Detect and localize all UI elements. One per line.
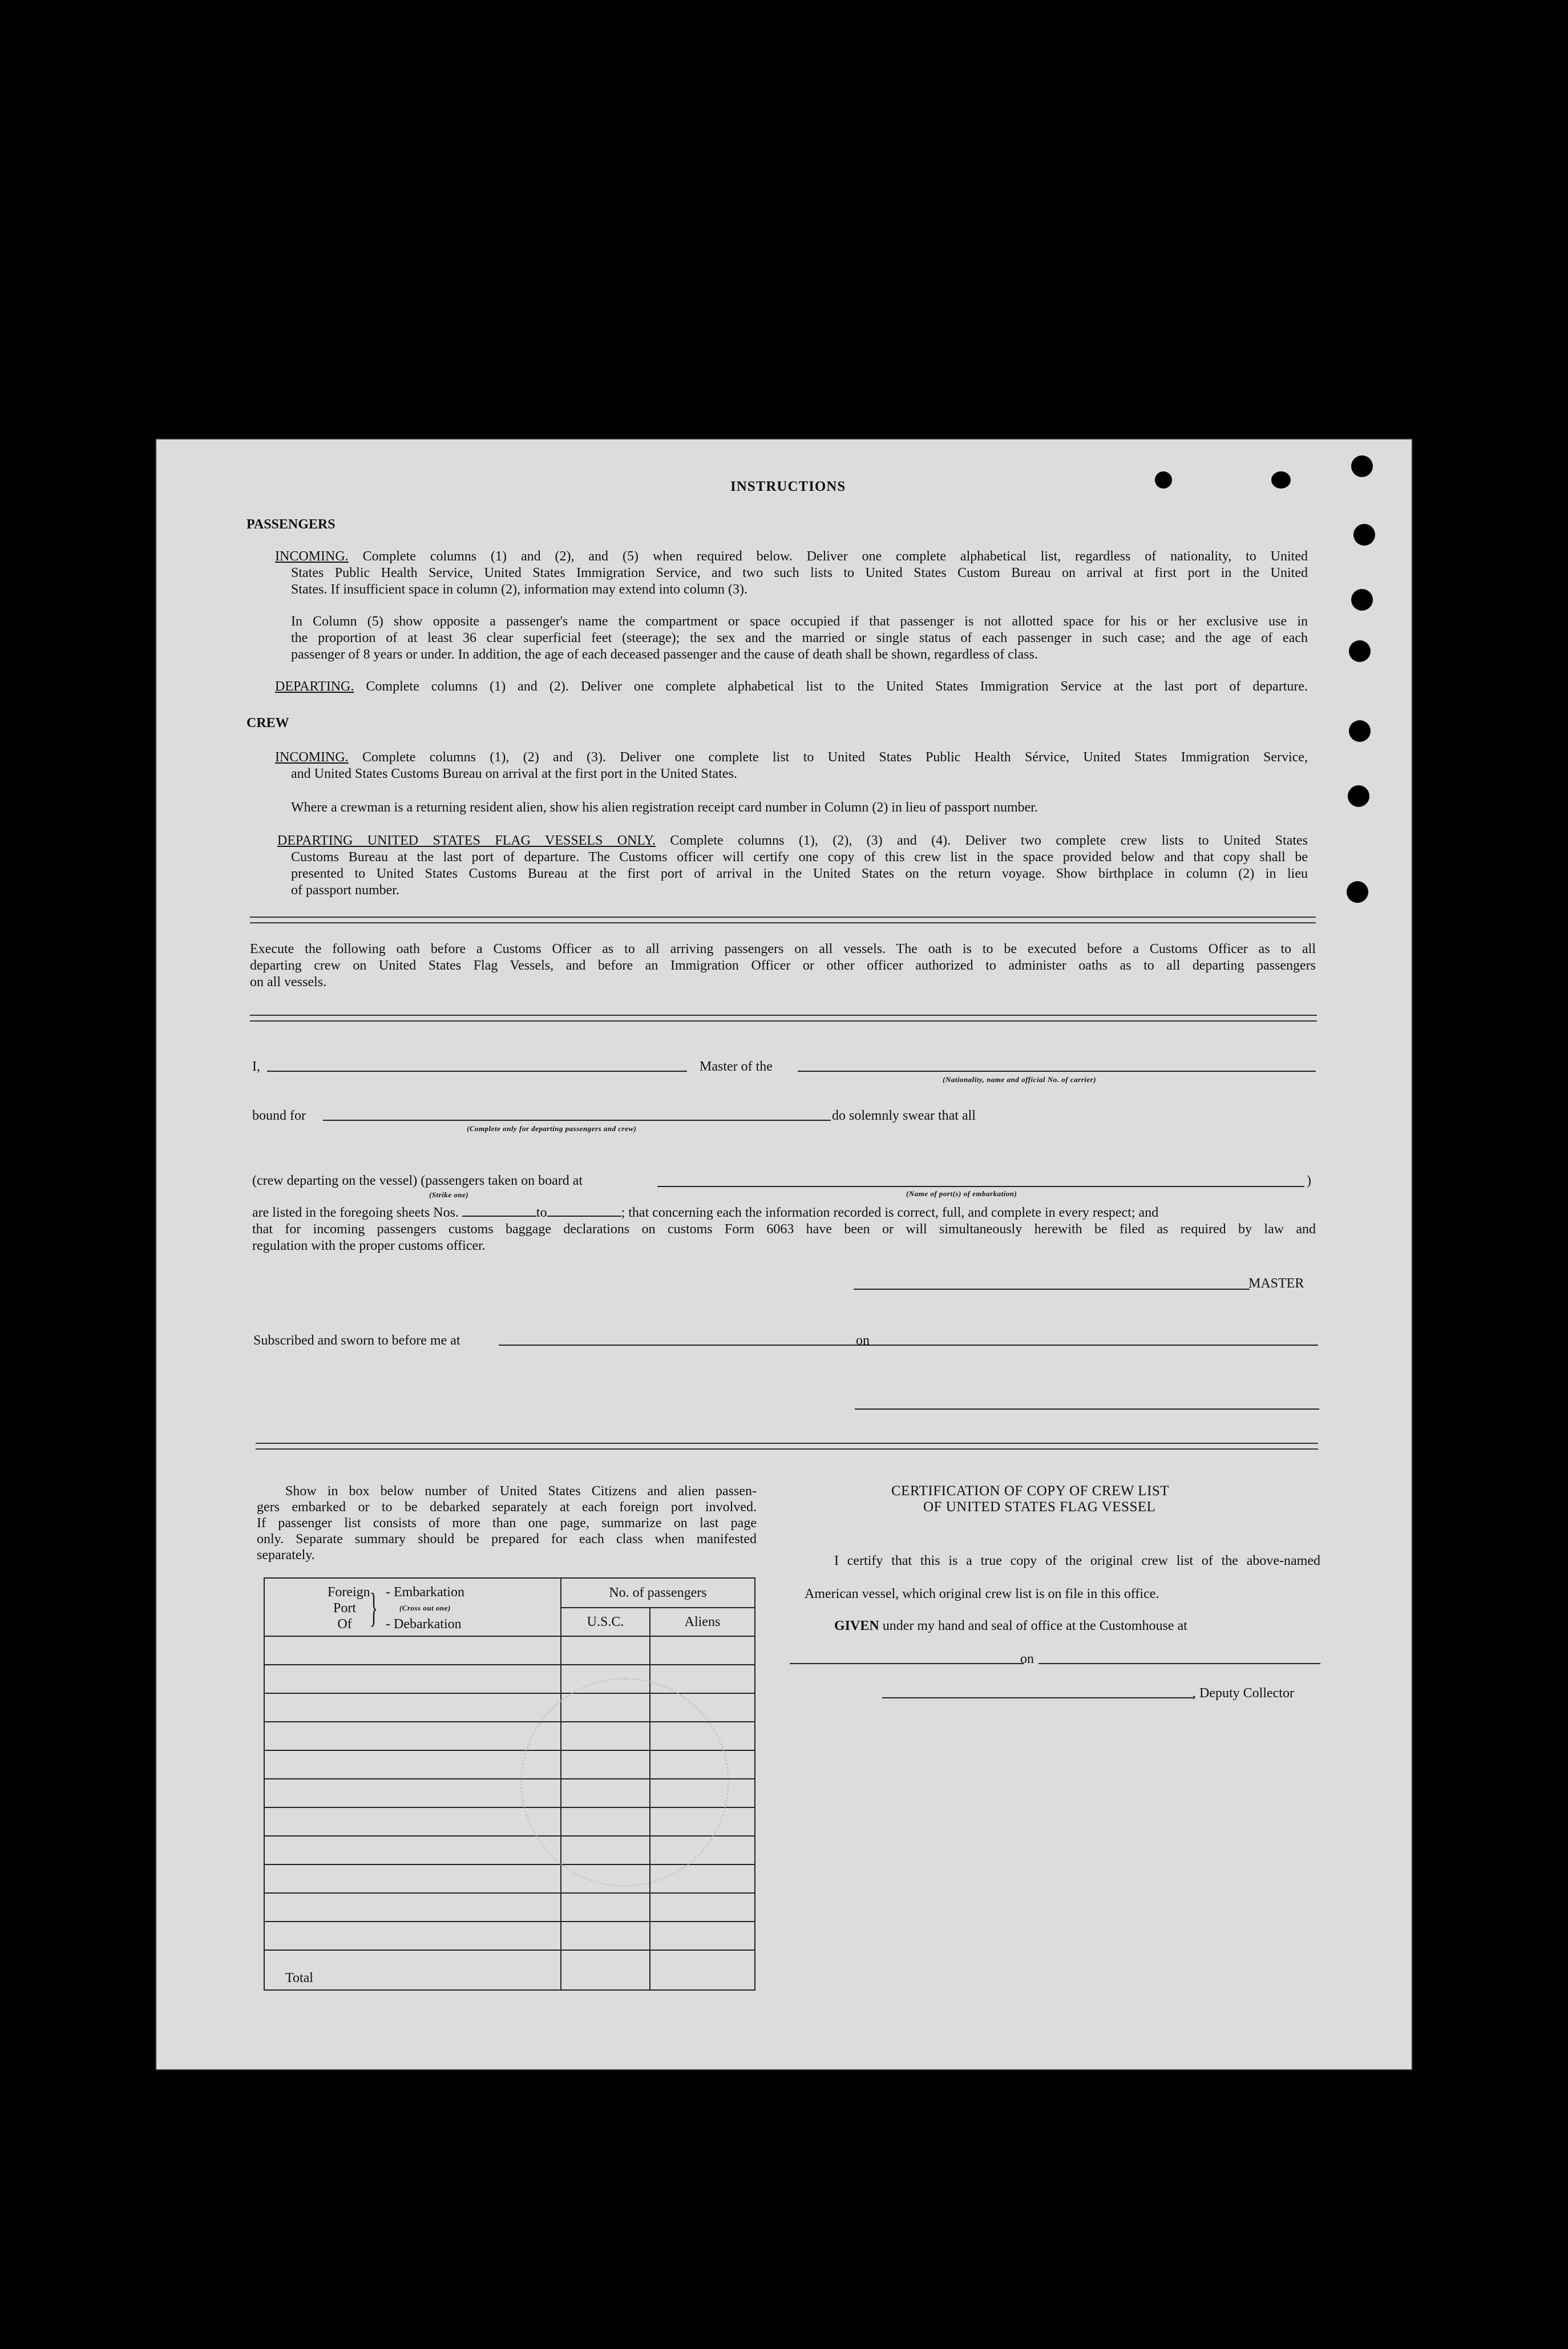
separator-2 (250, 1015, 1317, 1022)
passengers-departing-label: DEPARTING. (275, 679, 354, 694)
listed-text-a: are listed in the foregoing sheets Nos. (252, 1205, 459, 1220)
summary-intro-line4: only. Separate summary should be prepared for each class when manifested (257, 1532, 757, 1547)
summary-intro-line5: separately. (257, 1548, 315, 1563)
punch-hole-3 (1351, 589, 1373, 611)
summary-intro-line3: If passenger list consists of more than one page, summarize on last page (257, 1516, 757, 1531)
crew-departing-text: Complete columns (1), (2), (3) and (4). Deliver two complete crew lists to United States (670, 833, 1308, 848)
oath-on: on (856, 1333, 870, 1348)
separator-1 (250, 917, 1316, 923)
passengers-heading: PASSENGERS (246, 517, 336, 532)
passengers-col5-line2: the proportion of at least 36 clear superficial feet (steerage); the sex and the married or single status of each passenger in such case; and the age of each (291, 631, 1308, 645)
carrier-line[interactable] (798, 1071, 1316, 1072)
port-cell[interactable] (264, 1693, 561, 1722)
cross-out-caption: (Cross out one) (399, 1604, 451, 1612)
master-signature-line[interactable] (854, 1289, 1250, 1290)
to-label: to (536, 1205, 547, 1220)
punch-hole-8 (1155, 471, 1172, 489)
oath-intro-line1: Execute the following oath before a Customs Officer as to all arriving passengers on all vessels. The oath is to be executed before a Customs Officer as to all (250, 942, 1316, 956)
aliens-cell[interactable] (650, 1893, 755, 1922)
usc-cell[interactable] (561, 1636, 650, 1665)
embarkation-label: - Embarkation (386, 1585, 464, 1600)
crew-incoming-text: Complete columns (1), (2) and (3). Deliver one complete list to United States Public Health Sérvice, United States Immigration Service, (362, 750, 1308, 765)
passengers-incoming-text: Complete columns (1) and (2), and (5) when required below. Deliver one complete alphabetical list, regardless of nationality, to United (362, 549, 1308, 564)
table-row (264, 1922, 755, 1950)
port-cell[interactable] (264, 1722, 561, 1750)
oath-listed-line1 (252, 1204, 1158, 1221)
passengers-incoming-line1 (275, 548, 1308, 565)
form-page (155, 438, 1413, 2070)
aliens-cell[interactable] (650, 1636, 755, 1665)
total-label: Total (264, 1950, 561, 1990)
total-row (264, 1950, 755, 1990)
certification-given-line (834, 1617, 1187, 1634)
page-title: INSTRUCTIONS (730, 479, 846, 494)
table-row (264, 1893, 755, 1922)
table-row (264, 1636, 755, 1665)
punch-hole-6 (1348, 785, 1369, 807)
summary-intro-line2: gers embarked or to be debarked separately at each foreign port involved. (257, 1500, 757, 1515)
embarkation-line[interactable] (657, 1186, 1304, 1187)
ports-caption: (Name of port(s) of embarkation) (906, 1189, 1017, 1198)
oath-master-of: Master of the (700, 1059, 773, 1074)
oath-swear: do solemnly swear that all (832, 1108, 976, 1123)
passengers-incoming-label: INCOMING. (275, 549, 349, 564)
port-cell[interactable] (264, 1779, 561, 1807)
usc-cell[interactable] (561, 1922, 650, 1950)
table-row (264, 1665, 755, 1693)
passengers-departing-text: Complete columns (1) and (2). Deliver one complete alphabetical list to the United States Immigration Service at the last port of departure. (366, 679, 1308, 694)
certification-title-line1: CERTIFICATION OF COPY OF CREW LIST (891, 1483, 1170, 1499)
oath-bound-for: bound for (252, 1108, 306, 1123)
usc-header: U.S.C. (561, 1608, 650, 1636)
separator-3 (256, 1443, 1318, 1450)
certification-on: on (1020, 1652, 1034, 1666)
departing-caption: (Complete only for departing passengers and crew) (467, 1124, 637, 1133)
aliens-cell[interactable] (650, 1922, 755, 1950)
port-cell[interactable] (264, 1750, 561, 1779)
foreign-label: Foreign (328, 1585, 370, 1600)
oath-intro-line2: departing crew on United States Flag Vessels, and before an Immigration Officer or other officer authorized to administer oaths as to all departing passengers (250, 958, 1316, 973)
crew-incoming-line2: and United States Customs Bureau on arrival at the first port in the United States. (291, 766, 737, 781)
crew-departing-line3: presented to United States Customs Bureau at the first port of arrival in the United States on the return voyage. Show birthplace in column (2) in lieu (291, 866, 1308, 881)
debarkation-label: - Debarkation (386, 1617, 462, 1632)
of-label: Of (337, 1617, 352, 1632)
punch-hole-4 (1349, 640, 1371, 662)
sheets-from-line[interactable] (462, 1204, 536, 1217)
port-cell[interactable] (264, 1893, 561, 1922)
punch-hole-2 (1353, 524, 1375, 546)
crew-resident-text: Where a crewman is a returning resident alien, show his alien registration receipt card number in Column (2) in lieu of passport number. (291, 800, 1038, 815)
aliens-header: Aliens (650, 1608, 755, 1636)
oath-close-paren: ) (1307, 1173, 1311, 1188)
passengers-departing (275, 678, 1308, 695)
crew-incoming-line1 (275, 749, 1308, 766)
oath-crew-departing: (crew departing on the vessel) (passengers taken on board at (252, 1173, 583, 1188)
sheets-to-line[interactable] (547, 1204, 621, 1217)
port-cell[interactable] (264, 1836, 561, 1864)
certification-date-line[interactable] (1038, 1663, 1320, 1664)
oath-listed-line3: regulation with the proper customs officer. (252, 1238, 486, 1253)
crew-departing-line1 (277, 832, 1308, 849)
nationality-caption: (Nationality, name and official No. of carrier) (943, 1075, 1097, 1084)
punch-hole-1 (1351, 455, 1373, 477)
port-cell[interactable] (264, 1922, 561, 1950)
certification-certify-line1: I certify that this is a true copy of the original crew list of the above-named (834, 1553, 1320, 1568)
punch-hole-9 (1271, 471, 1291, 489)
given-text: under my hand and seal of office at the Customhouse at (882, 1619, 1187, 1633)
passengers-col5-line3: passenger of 8 years or under. In addition, the age of each deceased passenger and the cause of death shall be shown, regardless of class. (291, 647, 1038, 662)
port-cell[interactable] (264, 1636, 561, 1665)
passengers-incoming-line2: States Public Health Service, United States Immigration Service, and two such lists to United States Custom Bureau on arrival at first port in the United (291, 566, 1308, 580)
crew-incoming-label: INCOMING. (275, 750, 349, 765)
oath-intro-line3: on all vessels. (250, 975, 326, 990)
sworn-date-line[interactable] (872, 1345, 1318, 1346)
oath-subscribed: Subscribed and sworn to before me at (253, 1333, 460, 1348)
port-cell[interactable] (264, 1864, 561, 1893)
punch-hole-5 (1349, 720, 1371, 742)
certification-title-line2: OF UNITED STATES FLAG VESSEL (923, 1499, 1156, 1515)
usc-cell[interactable] (561, 1893, 650, 1922)
given-label: GIVEN (834, 1619, 879, 1633)
no-passengers-header: No. of passengers (561, 1578, 755, 1608)
total-usc-cell[interactable] (561, 1950, 650, 1990)
faded-seal (520, 1678, 729, 1887)
destination-line[interactable] (323, 1120, 831, 1121)
listed-text-b: ; that concerning each the information recorded is correct, full, and complete in every respect; and (621, 1205, 1159, 1220)
passengers-incoming-line3: States. If insufficient space in column (2), information may extend into column (3). (291, 582, 748, 597)
oath-master-label: MASTER (1248, 1276, 1304, 1291)
officer-signature-line[interactable] (855, 1408, 1319, 1410)
certification-deputy: , Deputy Collector (1193, 1686, 1294, 1701)
deputy-signature-line[interactable] (882, 1697, 1194, 1698)
crew-departing-label: DEPARTING UNITED STATES FLAG VESSELS ONLY. (277, 833, 656, 848)
oath-i-label: I, (252, 1059, 260, 1074)
certification-certify-line2: American vessel, which original crew list is on file in this office. (805, 1587, 1159, 1601)
crew-departing-line2: Customs Bureau at the last port of departure. The Customs officer will certify one copy of this crew list in the space provided below and that copy shall be (291, 850, 1308, 865)
crew-departing-line4: of passport number. (291, 883, 399, 898)
master-name-line[interactable] (267, 1071, 687, 1072)
strike-caption: (Strike one) (429, 1190, 469, 1199)
customhouse-line[interactable] (790, 1663, 1024, 1664)
port-label: Port (333, 1601, 356, 1616)
total-aliens-cell[interactable] (650, 1950, 755, 1990)
port-header-cell: Foreign Port Of } - Embarkation (Cross out one) - Debarkation (264, 1578, 561, 1636)
crew-heading: CREW (246, 716, 289, 730)
passengers-col5-line1: In Column (5) show opposite a passenger's name the compartment or space occupied if that passenger is not allotted space for his or her exclusive use in (291, 614, 1308, 629)
summary-intro-line1: Show in box below number of United States Citizens and alien passen- (285, 1484, 757, 1499)
port-cell[interactable] (264, 1807, 561, 1836)
port-cell[interactable] (264, 1665, 561, 1693)
oath-listed-line2: that for incoming passengers customs baggage declarations on customs Form 6063 have been or will simultaneously herewith be filed as required by law and (252, 1222, 1316, 1237)
punch-hole-7 (1347, 881, 1368, 903)
